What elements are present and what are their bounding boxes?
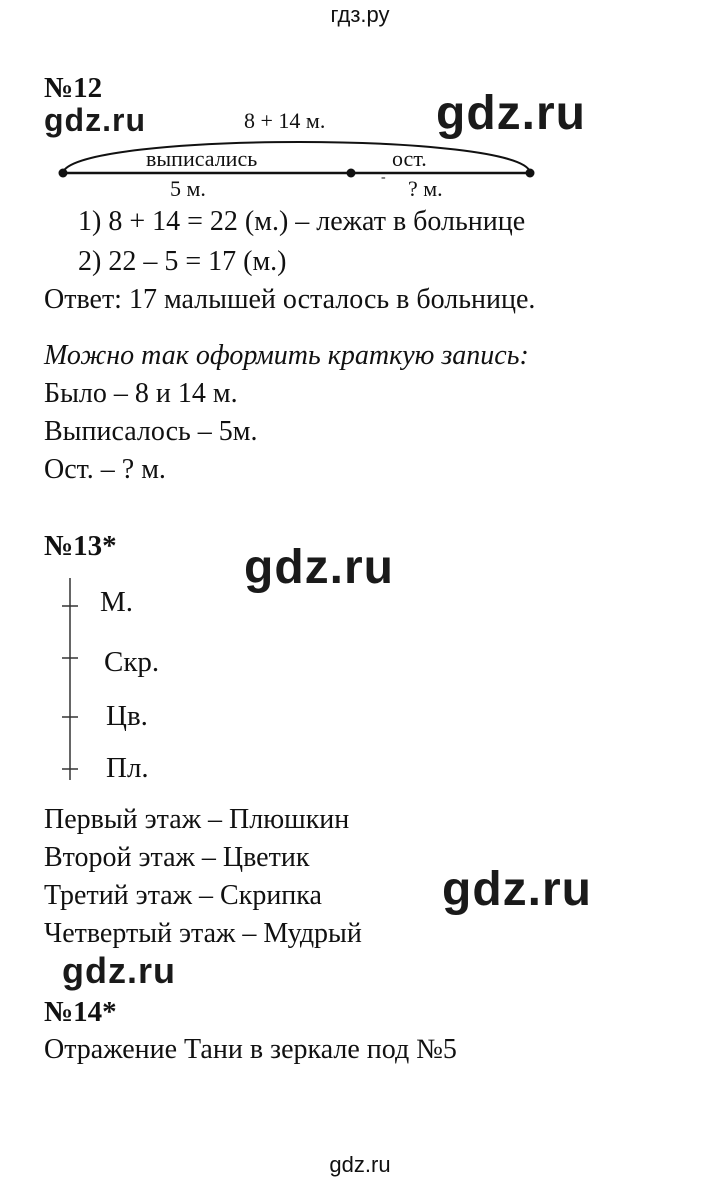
short-record-line: Было – 8 и 14 м.: [44, 378, 238, 409]
solution-step: 2) 22 – 5 = 17 (м.): [78, 246, 287, 277]
solution-step: 1) 8 + 14 = 22 (м.) – лежат в больнице: [78, 206, 526, 237]
short-record-line: Ост. – ? м.: [44, 454, 166, 485]
watermark: gdz.ru: [44, 102, 146, 138]
floor-label: Цв.: [106, 700, 148, 732]
watermark: gdz.ru: [442, 863, 592, 916]
diagram-total-label: 8 + 14 м.: [244, 108, 326, 133]
floor-result-line: Второй этаж – Цветик: [44, 842, 310, 873]
floor-result-line: Четвертый этаж – Мудрый: [44, 918, 362, 949]
short-record-line: Выписалось – 5м.: [44, 416, 258, 447]
watermark: gdz.ru: [62, 950, 176, 991]
diagram-left-upper-label: выписались: [146, 146, 258, 171]
task12-answer: Ответ: 17 малышей осталось в больнице.: [44, 284, 536, 315]
diagram-left-lower-label: 5 м.: [170, 176, 206, 201]
site-footer: gdz.ru: [329, 1152, 391, 1177]
task14-number: №14*: [44, 996, 117, 1028]
floor-label: Скр.: [104, 646, 160, 678]
task12-number: №12: [44, 72, 103, 104]
floor-label: Пл.: [106, 752, 149, 784]
diagram-right-lower-label: ? м.: [408, 176, 443, 201]
floor-result-line: Третий этаж – Скрипка: [44, 880, 322, 911]
watermark: gdz.ru: [436, 87, 586, 140]
watermark: gdz.ru: [244, 541, 394, 594]
task13-number: №13*: [44, 530, 117, 562]
diagram-dash-mark: -: [381, 170, 386, 185]
floor-result-line: Первый этаж – Плюшкин: [44, 804, 350, 835]
short-record-note: Можно так оформить краткую запись:: [44, 340, 529, 371]
floor-label: М.: [100, 586, 134, 618]
site-header: гдз.ру: [330, 2, 390, 27]
diagram-right-upper-label: ост.: [392, 146, 427, 171]
task14-answer: Отражение Тани в зеркале под №5: [44, 1034, 457, 1065]
